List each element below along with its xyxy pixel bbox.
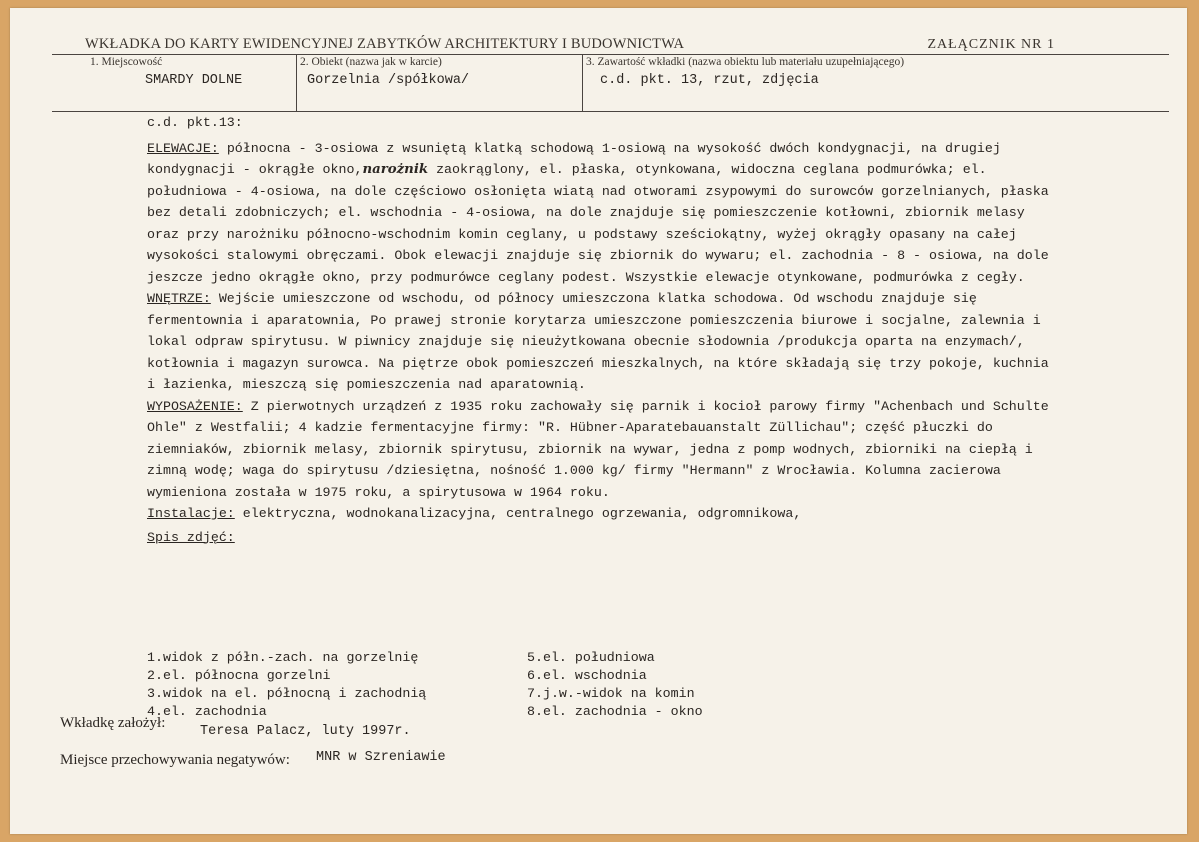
author-label: Wkładkę założył: [60,715,166,731]
locality-value: SMARDY DOLNE [145,73,243,88]
header-top-rule [52,54,1169,55]
field-divider-1 [296,54,297,111]
elevations-text-b: zaokrąglony, el. płaska, otynkowana, widoczna ceglana podmurówka; el. południowa - 4-osiowa, na dole częściowo osłonięta wiatą nad otworami zsypowymi do surowców gorzelnianych, płaska bez detali zdobniczych; el. wschodnia - 4-osiowa, na dole znajduje się pomieszczenie kotłowni, zbiornik melasy oraz przy narożniku północno-wschodnim komin ceglany, u podstawy sześciokątny, wyżej okrągły opasany na całej wysokości stalowymi obręczami. Obok elewacji znajduje się zbiornik do wywaru; el. zachodnia - 8 - osiowa, na dole jeszcze jedno okrągłe okno, przy podmurówce ceglany podest. Wszystkie elewacje otynkowane, podmurówka z cegły. [147,162,1049,285]
photo-item: 2.el. północna gorzelni [147,668,331,683]
photo-item: 4.el. zachodnia [147,704,267,719]
handwritten-correction: narożnik [362,162,429,177]
photo-item: 5.el. południowa [527,650,655,665]
photo-list-left [147,649,426,721]
photo-item: 1.widok z półn.-zach. na gorzelnię [147,650,419,665]
photo-item: 8.el. zachodnia - okno [527,704,703,719]
content-value: c.d. pkt. 13, rzut, zdjęcia [600,73,819,88]
elevations-section [147,138,1057,289]
photo-item: 7.j.w.-widok na komin [527,686,695,701]
storage-label: Miejsce przechowywania negatywów: [60,752,290,768]
record-card [10,8,1187,834]
elevations-heading: ELEWACJE: [147,140,219,156]
object-label: 2. Obiekt (nazwa jak w karcie) [300,56,442,68]
photo-list-right [527,649,703,721]
photo-item: 3.widok na el. północną i zachodnią [147,686,427,701]
object-value: Gorzelnia /spółkowa/ [307,73,470,88]
installations-section [147,503,1057,525]
storage-value: MNR w Szreniawie [316,750,446,765]
content-label: 3. Zawartość wkładki (nazwa obiektu lub materiału uzupełniającego) [586,56,905,68]
photos-heading: Spis zdjęć: [147,529,235,545]
equipment-heading: WYPOSAŻENIE: [147,398,243,414]
interior-text: Wejście umieszczone od wschodu, od północy umieszczona klatka schodowa. Od wschodu znajduje się fermentownia i aparatownia, Po prawej stronie korytarza umieszczone pomieszczenia biurowe i socjalne, zalewnia i lokal odpraw spirytusu. W piwnicy znajduje się nieużytkowana obecnie słodownia /produkcja oparta na enzymach/, kotłownia i magazyn surowca. Na piętrze obok pomieszczeń mieszkalnych, na które składają się trzy pokoje, kuchnia i łazienka, mieszczą się pomieszczenia nad aparatownią. [147,291,1049,392]
elevations-text-a: północna - 3-osiowa z wsuniętą klatką schodową 1-osiową na wysokość dwóch kondygnacji, na drugiej kondygnacji - okrągłe okno, [147,140,1001,177]
author-value: Teresa Palacz, luty 1997r. [200,724,411,739]
equipment-section [147,396,1057,504]
installations-text: elektryczna, wodnokanalizacyjna, centralnego ogrzewania, odgromnikowa, [242,506,802,521]
photo-list [147,649,767,721]
description-body [147,112,1057,548]
interior-heading: WNĘTRZE: [147,291,211,306]
field-divider-2 [582,54,583,111]
form-title: WKŁADKA DO KARTY EWIDENCYJNEJ ZABYTKÓW ARCHITEKTURY I BUDOWNICTWA [85,36,685,52]
intro-line: c.d. pkt.13: [147,115,243,130]
installations-heading: Instalacje: [147,506,235,521]
annex-label: ZAŁĄCZNIK NR 1 [927,37,1055,52]
locality-label: 1. Miejscowość [90,56,163,68]
equipment-text: Z pierwotnych urządzeń z 1935 roku zachowały się parnik i kocioł parowy firmy "Achenbach und Schulte Ohle" z Westfalii; 4 kadzie fermentacyjne firmy: "R. Hübner-Aparatebauanstalt Züllichau"; część płuczki do ziemniaków, zbiornik melasy, zbiornik spirytusu, zbiornik na wywar, jedna z pomp wodnych, zbiorniki na ciepłą i zimną wodę; waga do spirytusu /dziesiętna, nośność 1.000 kg/ firmy "Hermann" z Wrocławia. Kolumna zacierowa wymieniona została w 1975 roku, a spirytusowa w 1964 roku. [147,398,1049,500]
photo-item: 6.el. wschodnia [527,668,647,683]
interior-section [147,288,1057,396]
